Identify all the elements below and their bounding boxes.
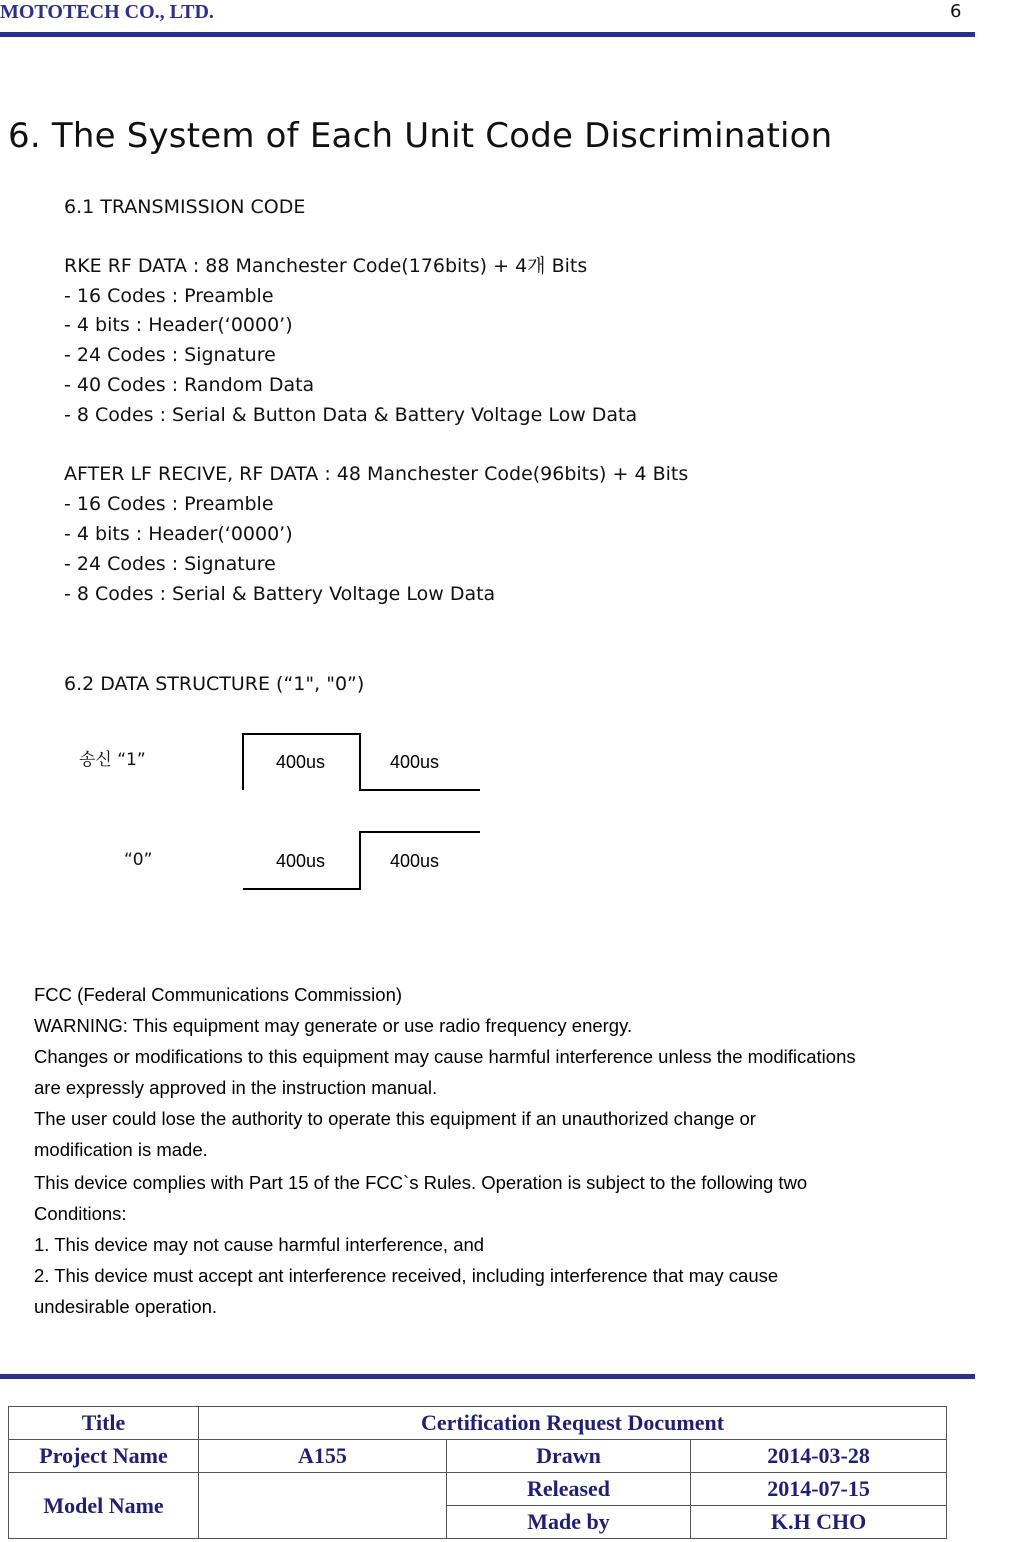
rke-item: - 16 Codes : Preamble [64, 285, 274, 307]
company-name: MOTOTECH CO., LTD. [0, 1, 214, 23]
made-by-label: Made by [447, 1506, 691, 1539]
title-label: Title [9, 1407, 199, 1440]
fcc-line: modification is made. [34, 1139, 208, 1160]
page-number: 6 [950, 1, 962, 22]
released-label: Released [447, 1473, 691, 1506]
after-lf-item: - 16 Codes : Preamble [64, 493, 274, 515]
signal-one-low-duration: 400us [390, 752, 440, 772]
header-rule [0, 32, 975, 37]
after-lf-item: - 24 Codes : Signature [64, 553, 276, 575]
fcc-line: 2. This device must accept ant interference received, including interference that may cause [34, 1265, 779, 1286]
rke-item: - 8 Codes : Serial & Button Data & Battery Voltage Low Data [64, 404, 638, 426]
signal-zero-high-duration: 400us [390, 851, 440, 871]
footer-rule [0, 1374, 975, 1379]
project-name-value: A155 [199, 1440, 447, 1473]
released-date: 2014-07-15 [691, 1473, 947, 1506]
rke-item: - 24 Codes : Signature [64, 344, 276, 366]
rke-item: - 40 Codes : Random Data [64, 374, 315, 396]
title-value: Certification Request Document [199, 1407, 947, 1440]
signal-zero-low-duration: 400us [276, 851, 326, 871]
fcc-line: are expressly approved in the instruction manual. [34, 1077, 438, 1098]
fcc-line: Conditions: [34, 1203, 127, 1224]
model-name-label: Model Name [9, 1473, 199, 1539]
signal-one-high-duration: 400us [276, 752, 326, 772]
fcc-line: Changes or modifications to this equipment may cause harmful interference unless the modifications [34, 1046, 856, 1067]
transmission-title: 6.1 TRANSMISSION CODE [64, 196, 306, 218]
model-name-value [199, 1473, 447, 1539]
after-lf-item: - 4 bits : Header(‘0000’) [64, 523, 293, 545]
document-info-table [8, 1406, 947, 1539]
data-structure-title: 6.2 DATA STRUCTURE (“1", "0”) [64, 673, 365, 695]
signal-one-label: 송신 “1” [79, 750, 146, 770]
section-heading: 6. The System of Each Unit Code Discrimination [8, 116, 833, 156]
table-row [9, 1407, 947, 1440]
after-lf-summary: AFTER LF RECIVE, RF DATA : 48 Manchester Code(96bits) + 4 Bits [64, 463, 689, 485]
table-row [9, 1473, 947, 1506]
signal-zero-label: “0” [124, 850, 153, 870]
fcc-line: The user could lose the authority to operate this equipment if an unauthorized change or [34, 1108, 756, 1129]
after-lf-item: - 8 Codes : Serial & Battery Voltage Low Data [64, 583, 496, 605]
drawn-date: 2014-03-28 [691, 1440, 947, 1473]
project-name-label: Project Name [9, 1440, 199, 1473]
fcc-line: undesirable operation. [34, 1296, 218, 1317]
rke-item: - 4 bits : Header(‘0000’) [64, 314, 293, 336]
table-row [9, 1440, 947, 1473]
fcc-line: This device complies with Part 15 of the FCC`s Rules. Operation is subject to the following two [34, 1172, 808, 1193]
drawn-label: Drawn [447, 1440, 691, 1473]
made-by-value: K.H CHO [691, 1506, 947, 1539]
rke-summary: RKE RF DATA : 88 Manchester Code(176bits) + 4개 Bits [64, 255, 588, 277]
fcc-line: WARNING: This equipment may generate or use radio frequency energy. [34, 1015, 633, 1036]
fcc-line: FCC (Federal Communications Commission) [34, 984, 403, 1005]
fcc-line: 1. This device may not cause harmful interference, and [34, 1234, 485, 1255]
